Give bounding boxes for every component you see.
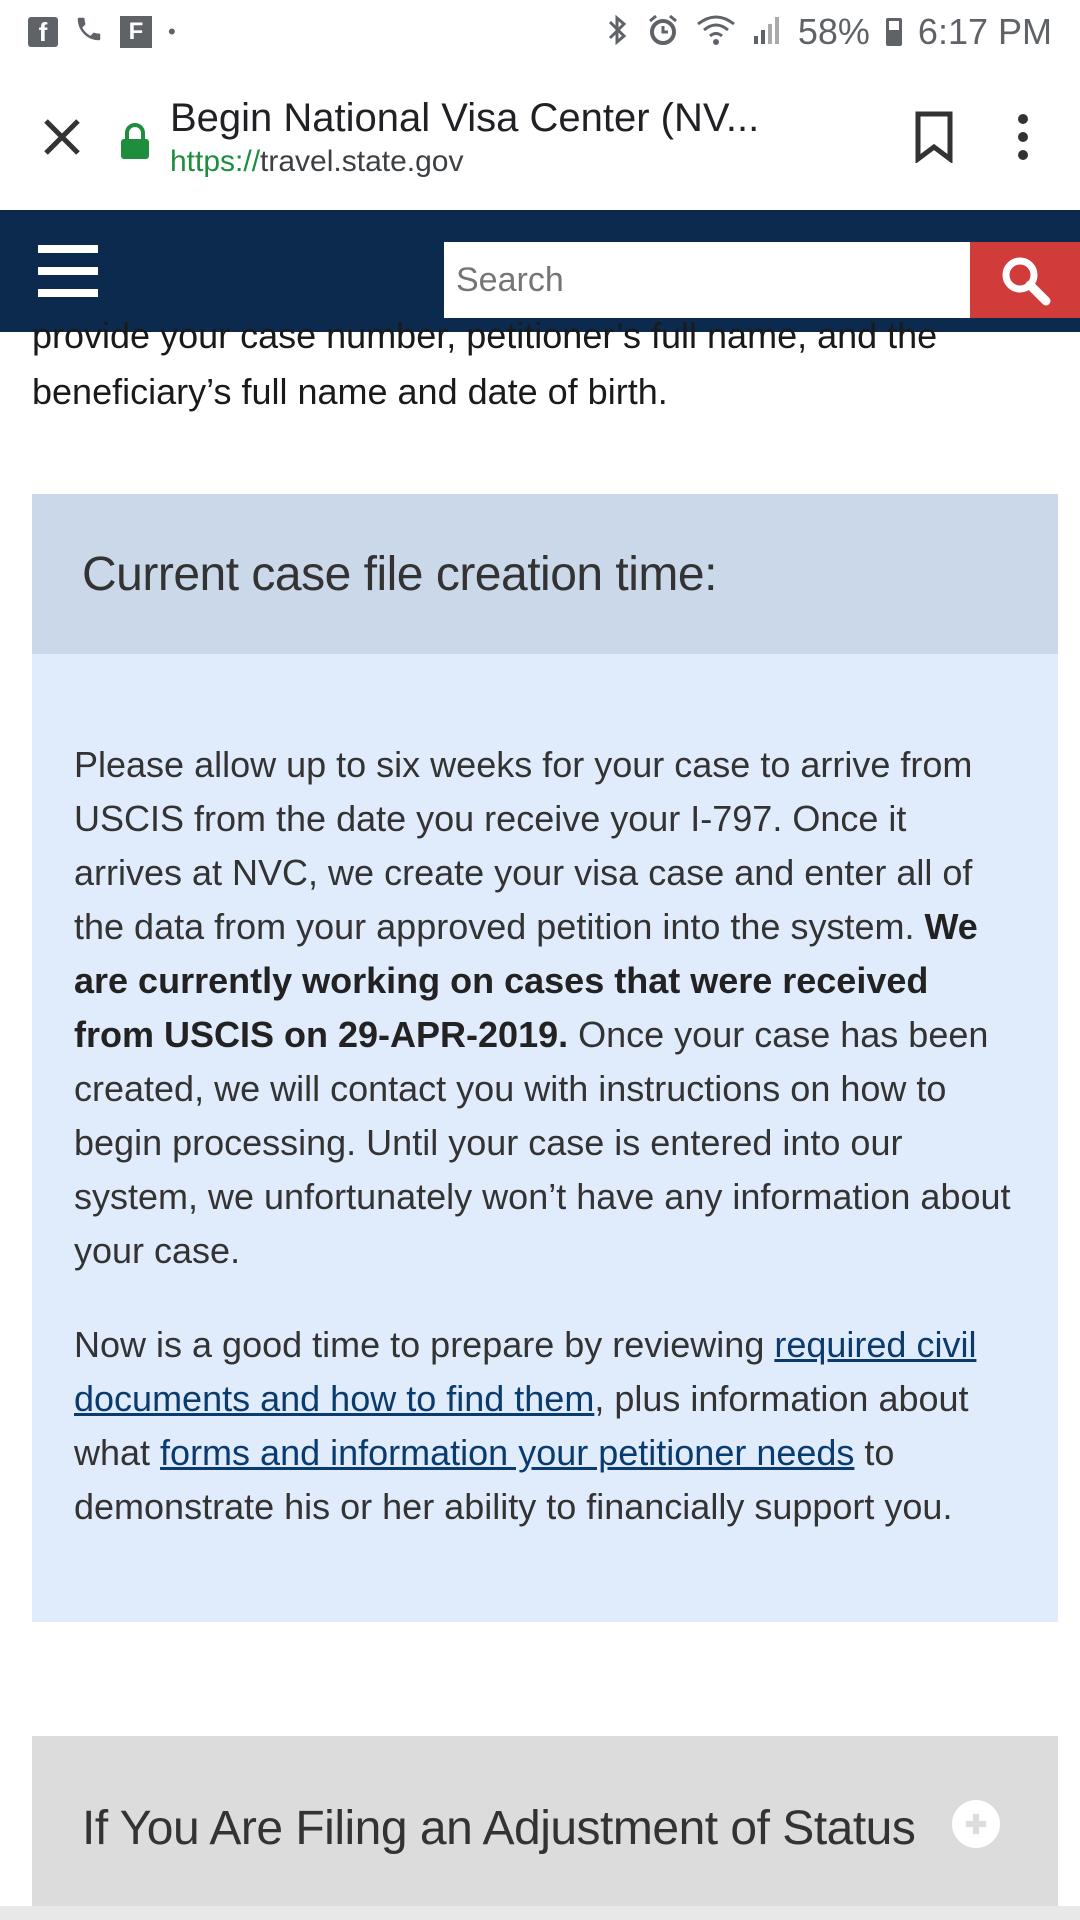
info-box-header (32, 494, 1058, 654)
browser-toolbar (0, 64, 1080, 210)
menu-dot-icon (1018, 150, 1028, 160)
civil-documents-link[interactable]: required civil documents and how to find them (74, 1324, 977, 1419)
facebook-icon: f (28, 17, 58, 47)
status-bar-left (28, 14, 176, 50)
close-icon (42, 117, 82, 157)
phone-icon (74, 14, 104, 50)
close-tab-button[interactable] (30, 105, 94, 169)
battery-percent: 58% (797, 11, 870, 52)
bookmark-button[interactable] (904, 102, 964, 172)
processing-paragraph (74, 738, 1014, 1278)
overflow-menu-button[interactable] (1008, 102, 1038, 172)
current-processing-date: We are currently working on cases that were received from USCIS on 29-APR-2019. (74, 906, 978, 1055)
url-host: travel.state.gov (260, 144, 464, 178)
search-button[interactable] (970, 242, 1080, 318)
search-icon (998, 253, 1052, 307)
case-file-info-box (32, 494, 1058, 1622)
page-title: Begin National Visa Center (NV... (170, 95, 760, 140)
info-box-body (32, 654, 1058, 1534)
menu-dot-icon (1018, 132, 1028, 142)
battery-icon (886, 18, 902, 46)
url-scheme: https:// (170, 144, 261, 178)
clock: 6:17 PM (917, 11, 1052, 52)
flipboard-icon: F (120, 16, 152, 48)
lock-icon (114, 113, 156, 161)
prepare-paragraph (74, 1318, 1014, 1534)
text-span: , plus information about what (74, 1378, 969, 1473)
status-bar (0, 0, 1080, 64)
adjustment-of-status-accordion[interactable] (32, 1736, 1058, 1920)
status-bar-right (606, 11, 1052, 53)
text-span: Please allow up to six weeks for your case to arrive from USCIS from the date you receive your I-797. Once it arrives at NVC, we create your visa case and enter all of the data from your approved petition into the system. (74, 744, 973, 947)
search-input[interactable] (444, 242, 970, 318)
text-span: Now is a good time to prepare by reviewing (74, 1324, 775, 1365)
alarm-icon (646, 13, 680, 52)
dot-icon: • (168, 19, 176, 44)
info-box-heading: Current case file creation time: (82, 547, 717, 601)
text-span: Once your case has been created, we will contact you with instructions on how to begin processing. Until your case is entered into our system, we unfortunately won’t have any information about your case. (74, 1014, 1011, 1271)
bottom-divider (0, 1906, 1080, 1920)
text-span: to demonstrate his or her ability to financially support you. (74, 1432, 953, 1527)
petitioner-forms-link[interactable]: forms and information your petitioner needs (160, 1432, 855, 1473)
hamburger-menu-icon[interactable] (38, 245, 98, 297)
bluetooth-icon (606, 13, 630, 52)
accordion-title: If You Are Filing an Adjustment of Status (82, 1801, 916, 1855)
bookmark-icon (914, 111, 954, 163)
page-url (170, 145, 904, 179)
wifi-icon (696, 14, 736, 51)
expand-plus-icon[interactable] (952, 1800, 1000, 1848)
url-bar[interactable] (170, 96, 904, 179)
signal-icon (752, 14, 782, 51)
menu-dot-icon (1018, 114, 1028, 124)
intro-paragraph: provide your case number, petitioner’s full name, and the beneficiary’s full name and date of birth. (32, 315, 938, 412)
